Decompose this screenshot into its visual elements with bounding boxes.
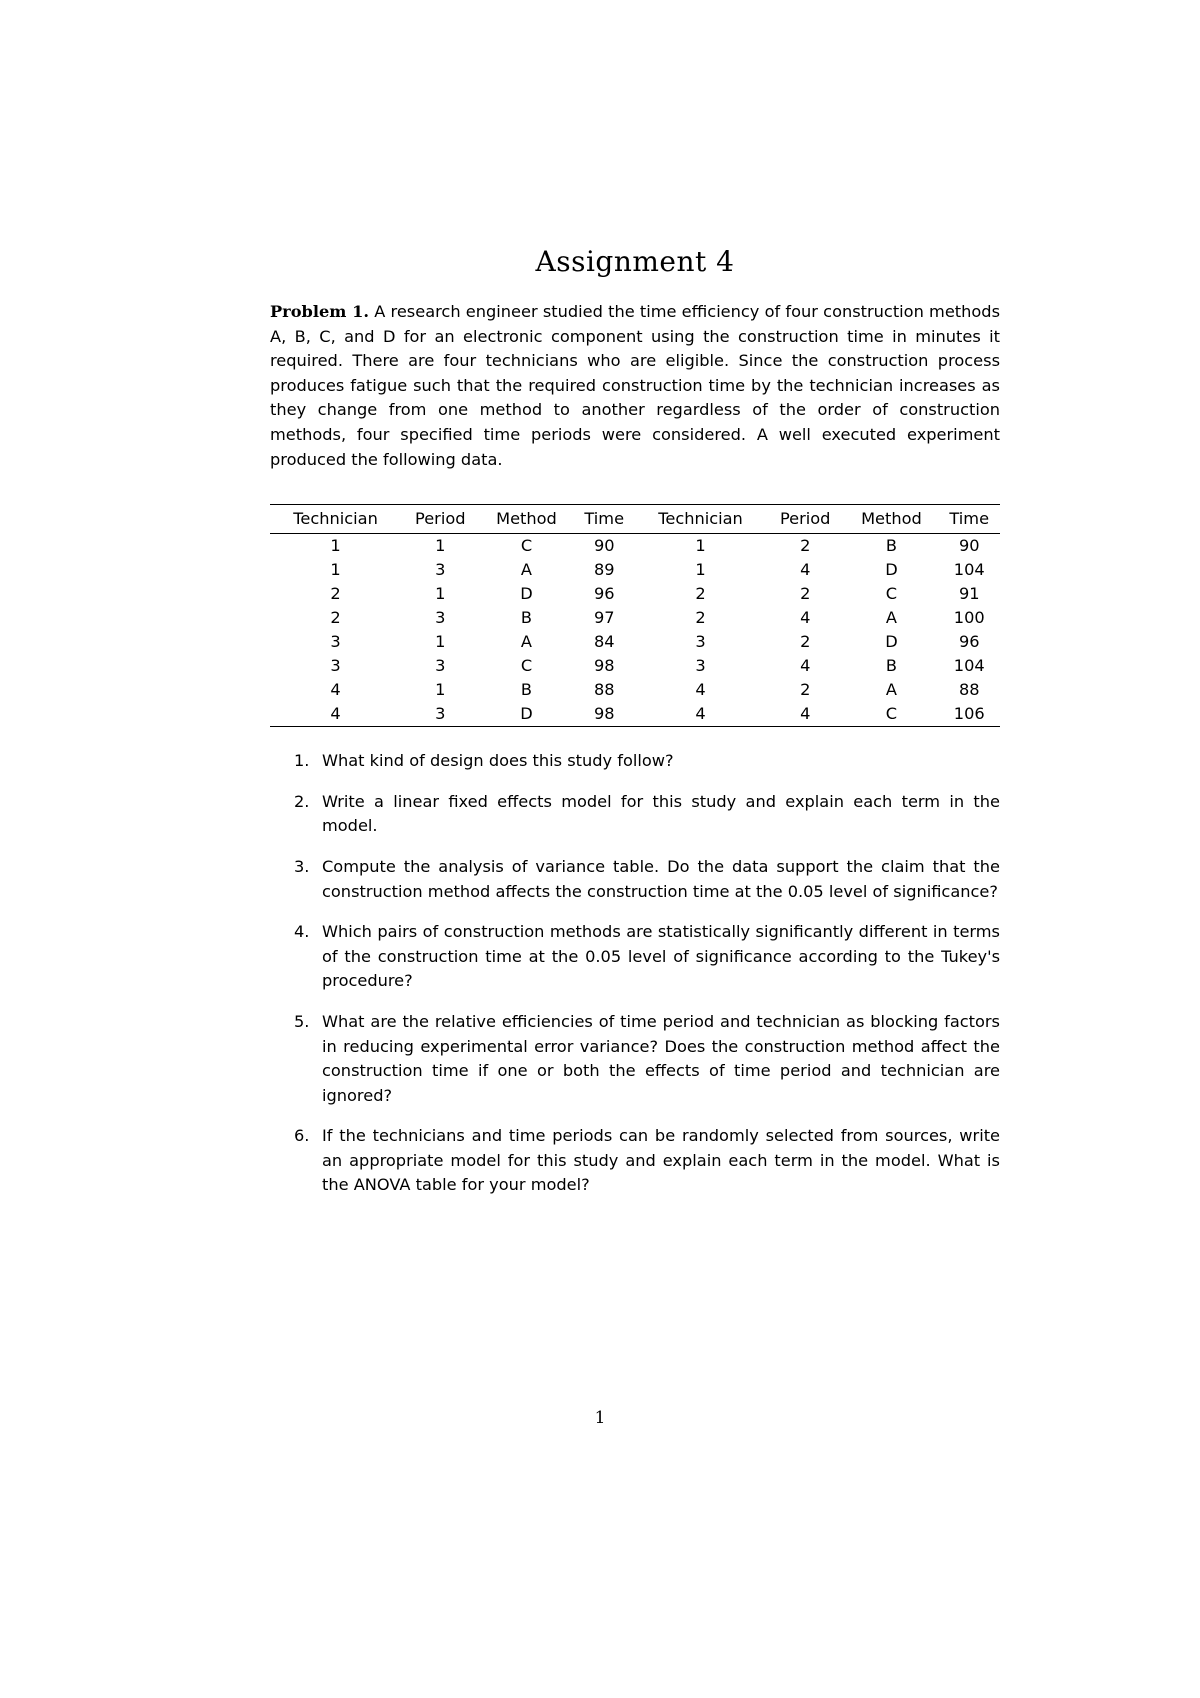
table-cell: 1 [330,560,341,580]
question-number: 4. [294,922,310,942]
table-cell: 1 [435,584,446,604]
table-cell: 2 [695,608,706,628]
column-header: Period [779,509,831,529]
table-cell: 1 [695,560,706,580]
table-cell: 2 [695,584,706,604]
table-cell: 4 [800,608,811,628]
question-number: 1. [294,751,310,771]
column-header: Technician [658,509,743,529]
table-cell: 1 [330,536,341,556]
table-cell: 4 [695,704,706,724]
table-cell: A [520,632,532,652]
table-cell: 4 [695,680,706,700]
table-cell: 104 [953,656,985,676]
table-cell: 88 [958,680,980,700]
table-cell: C [520,536,533,556]
table-cell: 3 [695,656,706,676]
table-cell: 1 [435,680,446,700]
table-cell: 3 [435,560,446,580]
table-cell: 98 [593,704,615,724]
table-cell: 91 [958,584,980,604]
table-row [270,606,1000,630]
table-row [270,534,1000,559]
table-cell: 2 [800,680,811,700]
table-row [270,654,1000,678]
question-item [270,855,1000,904]
table-cell: 2 [800,584,811,604]
table-row [270,678,1000,702]
data-table [270,504,1000,727]
question-number: 6. [294,1126,310,1146]
question-text: Which pairs of construction methods are statistically significantly different in terms of the construction time at the 0.05 level of significance according to the Tukey's procedure? [322,922,1000,991]
table-cell: A [885,680,897,700]
table-cell: 90 [593,536,615,556]
table-cell: B [885,536,897,556]
table-cell: D [520,584,533,604]
table-cell: 106 [953,704,985,724]
table-cell: C [520,656,533,676]
question-item [270,1010,1000,1108]
table-cell: 3 [435,608,446,628]
table-cell: 4 [330,704,341,724]
problem-text: A research engineer studied the time efficiency of four construction methods A, B, C, and D for an electronic component using the construction time in minutes it required. There are four technicians who are eligible. Since the construction process produces fatigue such that the required construction time by the technician increases as they change from one method to another regardless of the order of construction methods, four specified time periods were considered. A well executed experiment produced the following data. [270,302,1000,469]
table-cell: 1 [695,536,706,556]
question-item [270,790,1000,839]
data-table-container [270,504,1000,727]
question-text: If the technicians and time periods can be randomly selected from sources, write an appropriate model for this study and explain each term in the model. What is the ANOVA table for your model? [322,1126,1000,1195]
table-cell: 4 [330,680,341,700]
table-cell: D [520,704,533,724]
table-cell: 98 [593,656,615,676]
question-text: What kind of design does this study follow? [322,751,674,771]
question-number: 5. [294,1011,310,1031]
column-header: Time [949,509,990,529]
document-page [270,245,1000,1214]
table-cell: 2 [800,536,811,556]
table-cell: A [885,608,897,628]
table-row [270,582,1000,606]
table-cell: 84 [593,632,615,652]
table-cell: 1 [435,632,446,652]
table-cell: 3 [695,632,706,652]
table-cell: B [520,680,533,700]
table-header-row [270,505,1000,534]
problem-statement [270,300,1000,472]
table-cell: B [520,608,533,628]
question-item [270,749,1000,774]
table-cell: 1 [435,536,446,556]
table-cell: 4 [800,656,811,676]
table-cell: 89 [593,560,615,580]
question-item [270,920,1000,994]
table-cell: 2 [330,608,341,628]
table-cell: 97 [593,608,615,628]
question-text: What are the relative efficiencies of time period and technician as blocking factors in reducing experimental error variance? Does the construction method affect the construction time if one or both the effects of time period and technician are ignored? [322,1011,1000,1105]
table-cell: 90 [958,536,980,556]
question-number: 3. [294,856,310,876]
table-cell: A [520,560,532,580]
table-body [270,534,1000,727]
table-cell: 96 [593,584,615,604]
table-cell: 3 [330,656,341,676]
table-row [270,702,1000,727]
table-row [270,558,1000,582]
column-header: Technician [293,509,378,529]
table-cell: 104 [953,560,985,580]
column-header: Method [496,509,557,529]
table-cell: 4 [800,560,811,580]
question-number: 2. [294,791,310,811]
column-header: Period [415,509,466,529]
page-number: 1 [594,1408,606,1428]
table-cell: C [885,584,898,604]
table-cell: 4 [800,704,811,724]
table-cell: C [885,704,898,724]
table-cell: B [885,656,897,676]
question-text: Write a linear fixed effects model for this study and explain each term in the model. [322,791,1000,836]
column-header: Method [861,509,922,529]
table-cell: 3 [330,632,341,652]
table-cell: 2 [800,632,811,652]
table-cell: 3 [435,656,446,676]
table-row [270,630,1000,654]
table-cell: D [885,632,898,652]
table-cell: 2 [330,584,341,604]
question-item [270,1124,1000,1198]
table-cell: 88 [593,680,615,700]
question-text: Compute the analysis of variance table. Do the data support the claim that the construction method affects the construction time at the 0.05 level of significance? [322,856,1000,901]
table-cell: 100 [953,608,985,628]
table-cell: 3 [435,704,446,724]
table-cell: D [885,560,898,580]
table-cell: 96 [958,632,980,652]
problem-label: Problem 1. [270,302,370,321]
questions-list [270,749,1000,1198]
page-title: Assignment 4 [535,245,735,278]
column-header: Time [584,509,625,529]
